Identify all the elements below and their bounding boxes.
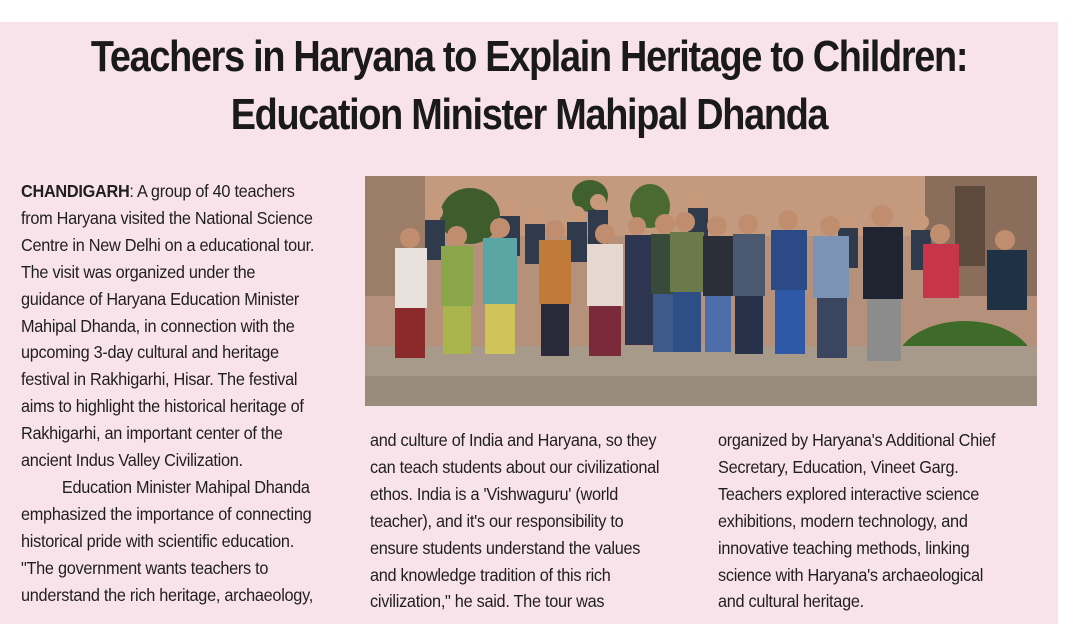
article-line: Education Minister Mahipal Dhanda bbox=[61, 476, 310, 497]
article-line: organized by Haryana's Additional Chief bbox=[718, 430, 996, 450]
article-line: CHANDIGARH: A group of 40 teachers bbox=[21, 181, 295, 201]
article-line: ancient Indus Valley Civilization. bbox=[21, 450, 243, 471]
page-margin bbox=[1058, 0, 1079, 624]
article-line: science with Haryana's archaeological bbox=[718, 564, 984, 585]
article-line: ethos. India is a 'Vishwaguru' (world bbox=[370, 483, 618, 504]
article-line: from Haryana visited the National Science bbox=[21, 207, 313, 228]
article-line: innovative teaching methods, linking bbox=[718, 537, 970, 558]
headline-line-2: Education Minister Mahipal Dhanda bbox=[230, 90, 828, 139]
article-line: and cultural heritage. bbox=[718, 591, 864, 612]
article-line: civilization," he said. The tour was bbox=[370, 591, 605, 612]
article-line: can teach students about our civilizational bbox=[370, 456, 660, 477]
article-line: The visit was organized under the bbox=[21, 261, 256, 282]
article-line: Rakhigarhi, an important center of the bbox=[21, 423, 283, 444]
article-line: Centre in New Delhi on a educational tour. bbox=[21, 234, 315, 255]
article-column-3 bbox=[718, 427, 995, 615]
article-column-1 bbox=[21, 178, 314, 609]
article-line: guidance of Haryana Education Minister bbox=[21, 288, 299, 309]
article-column-2 bbox=[370, 427, 659, 615]
article-line: exhibitions, modern technology, and bbox=[718, 510, 968, 531]
article-line: and knowledge tradition of this rich bbox=[370, 564, 611, 585]
article-line: ensure students understand the values bbox=[370, 537, 641, 558]
article-line: understand the rich heritage, archaeology, bbox=[21, 584, 313, 605]
previous-article-cutoff bbox=[0, 0, 1079, 22]
article-line: teacher), and it's our responsibility to bbox=[370, 510, 624, 531]
group-photo bbox=[365, 176, 1037, 406]
article-line: upcoming 3-day cultural and heritage bbox=[21, 342, 279, 363]
next-article-cutoff bbox=[0, 612, 1058, 624]
article-line: aims to highlight the historical heritage of bbox=[21, 396, 304, 417]
article-line: emphasized the importance of connecting bbox=[21, 503, 312, 524]
headline-line-1: Teachers in Haryana to Explain Heritage to Children: bbox=[90, 32, 968, 81]
article-line: and culture of India and Haryana, so they bbox=[370, 430, 657, 450]
article-line: historical pride with scientific education. bbox=[21, 530, 294, 551]
article-line: festival in Rakhigarhi, Hisar. The festival bbox=[21, 369, 298, 390]
article-line: Secretary, Education, Vineet Garg. bbox=[718, 456, 959, 477]
dateline: CHANDIGARH bbox=[21, 181, 130, 201]
article-line: Mahipal Dhanda, in connection with the bbox=[21, 315, 295, 336]
article-headline bbox=[74, 28, 984, 144]
article-line: "The government wants teachers to bbox=[21, 557, 269, 578]
article-line: Teachers explored interactive science bbox=[718, 483, 980, 504]
